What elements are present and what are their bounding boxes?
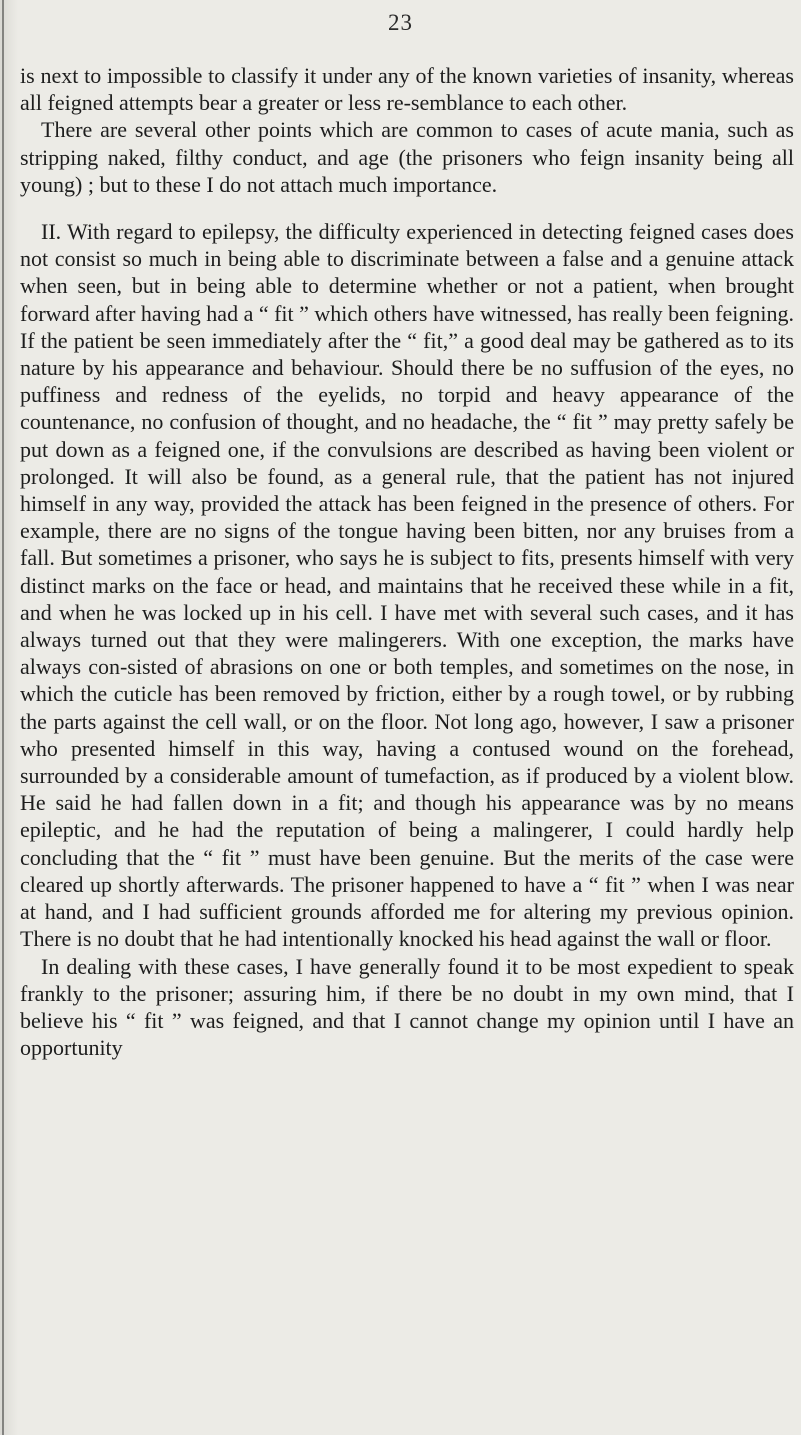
paragraph-continuation: is next to impossible to classify it under any of the known varieties of insanity, whereas all feigned attempts bear a greater or less re-semblance to each other. xyxy=(20,63,794,116)
paragraph-acute-mania: There are several other points which are common to cases of acute mania, such as stripping naked, filthy conduct, and age (the prisoners who feign insanity being all young) ; but to these I do not attach much importance. xyxy=(20,117,794,197)
body-text xyxy=(20,62,794,1061)
page-number: 23 xyxy=(388,10,413,35)
paragraph-epilepsy: II. With regard to epilepsy, the difficulty experienced in detecting feigned cases does not consist so much in being able to discriminate between a false and a genuine attack when seen, but in being able to determine whether or not a patient, when brought forward after having had a “ fit ” which others have witnessed, has really been feigning. If the patient be seen immediately after the “ fit,” a good deal may be gathered as to its nature by his appearance and behaviour. Should there be no suffusion of the eyes, no puffiness and redness of the eyelids, no torpid and heavy appearance of the countenance, no confusion of thought, and no headache, the “ fit ” may pretty safely be put down as a feigned one, if the convulsions are described as having been violent or prolonged. It will also be found, as a general rule, that the patient has not injured himself in any way, provided the attack has been feigned in the presence of others. For example, there are no signs of the tongue having been bitten, nor any bruises from a fall. But sometimes a prisoner, who says he is subject to fits, presents himself with very distinct marks on the face or head, and maintains that he received these while in a fit, and when he was locked up in his cell. I have met with several such cases, and it has always turned out that they were malingerers. With one exception, the marks have always con-sisted of abrasions on one or both temples, and sometimes on the nose, in which the cuticle has been removed by friction, either by a rough towel, or by rubbing the parts against the cell wall, or on the floor. Not long ago, however, I saw a prisoner who presented himself in this way, having a contused wound on the forehead, surrounded by a considerable amount of tumefaction, as if produced by a violent blow. He said he had fallen down in a fit; and though his appearance was by no means epileptic, and he had the reputation of being a malingerer, I could hardly help concluding that the “ fit ” must have been genuine. But the merits of the case were cleared up shortly afterwards. The prisoner happened to have a “ fit ” when I was near at hand, and I had sufficient grounds afforded me for altering my previous opinion. There is no doubt that he had intentionally knocked his head against the wall or floor. xyxy=(20,219,794,952)
paragraph-dealing-with-cases: In dealing with these cases, I have generally found it to be most expedient to speak frankly to the prisoner; assuring him, if there be no doubt in my own mind, that I believe his “ fit ” was feigned, and that I cannot change my opinion until I have an opportunity xyxy=(20,953,794,1061)
binding-edge-line xyxy=(2,0,4,1435)
